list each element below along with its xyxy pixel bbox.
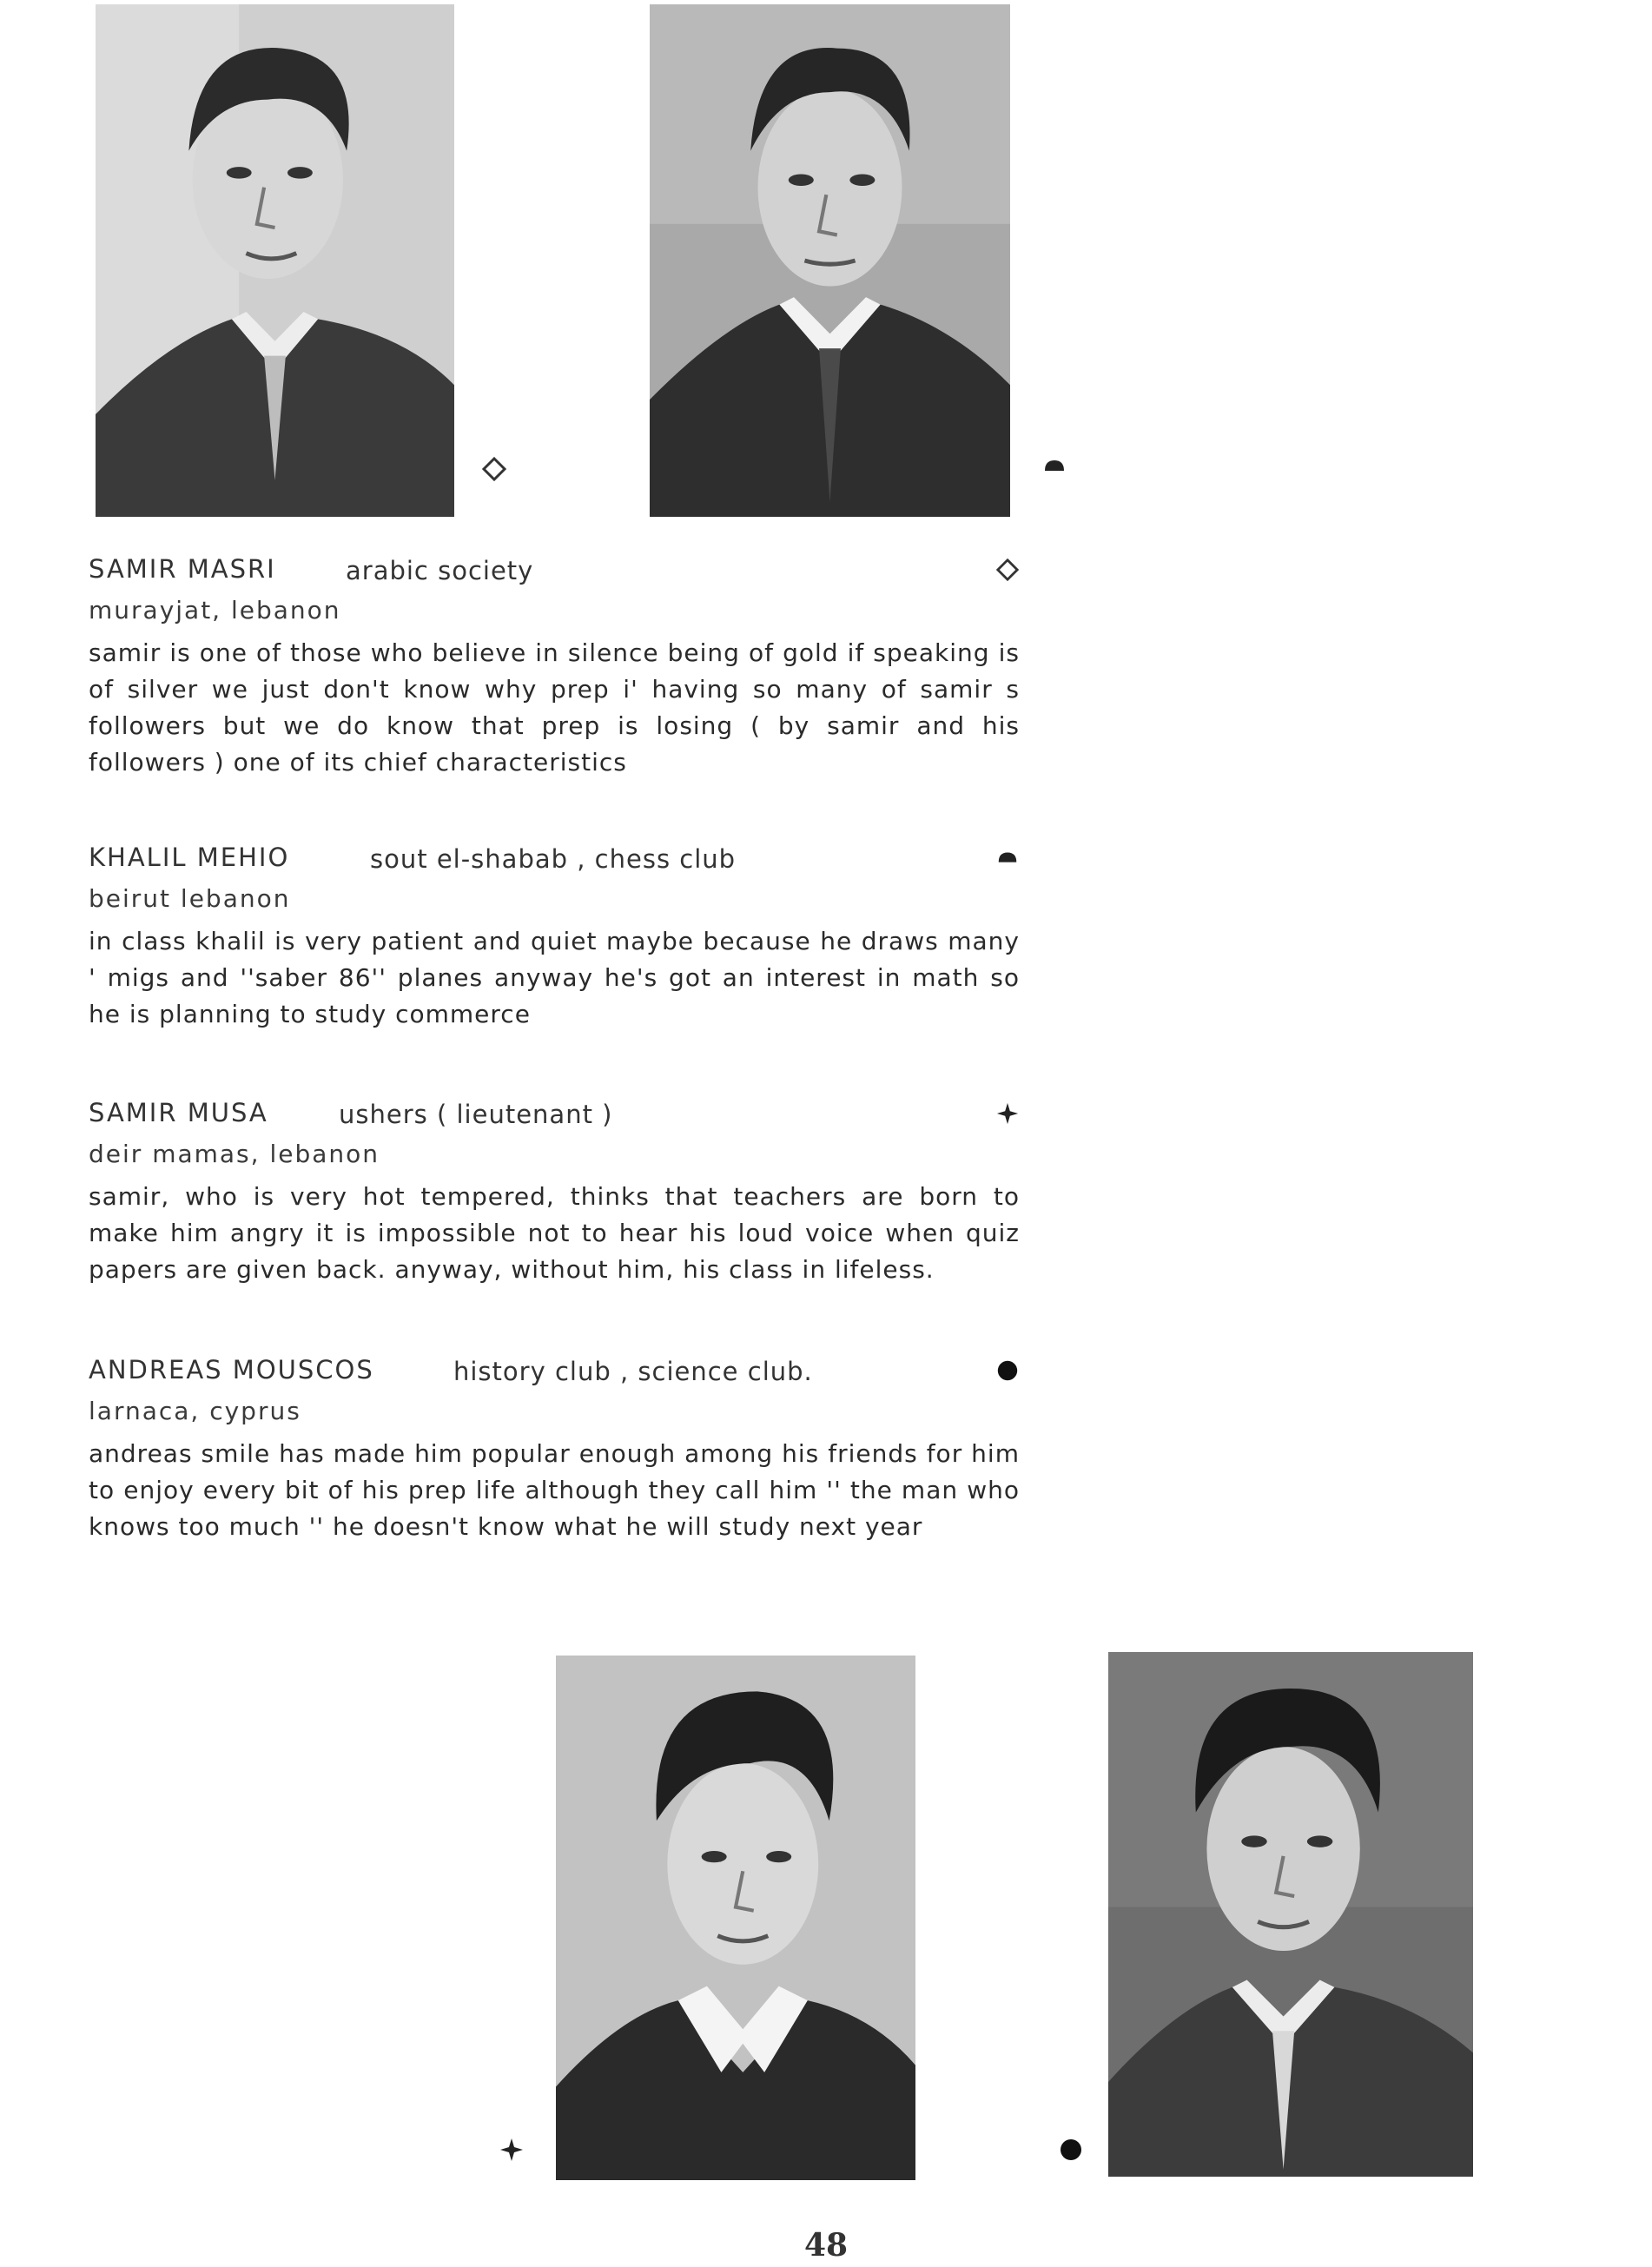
- entry-header: [89, 843, 1020, 881]
- filled-circle-icon: [995, 1358, 1020, 1383]
- portrait-photo-khalil-mehio: [650, 4, 1010, 517]
- student-name: SAMIR MUSA: [89, 1098, 268, 1127]
- student-clubs: sout el-shabab , chess club: [370, 844, 737, 874]
- student-bio: andreas smile has made him popular enough among his friends for him to enjoy every bit of his prep life although they call him '' the man who knows too much '' he doesn't know what he will study next year: [89, 1439, 1020, 1541]
- entry-header: [89, 1355, 1020, 1393]
- portrait-photo-samir-musa: [556, 1656, 915, 2180]
- photo-marker-diamond-icon: [481, 456, 507, 482]
- page-number: 48: [803, 2227, 849, 2264]
- student-entry: [89, 1355, 1020, 1545]
- portrait-photo-samir-masri: [96, 4, 454, 517]
- student-entry: [89, 554, 1020, 781]
- student-clubs: history club , science club.: [453, 1357, 813, 1386]
- entry-header: [89, 1098, 1020, 1136]
- student-name: SAMIR MASRI: [89, 554, 276, 584]
- photo-marker-circle-icon: [1058, 2137, 1084, 2163]
- student-hometown: beirut lebanon: [89, 884, 291, 913]
- entry-header: [89, 554, 1020, 592]
- student-hometown: larnaca, cyprus: [89, 1397, 301, 1425]
- portrait-photo-andreas-mouscos: [1108, 1652, 1473, 2177]
- student-bio: in class khalil is very patient and quiet maybe because he draws many ' migs and ''saber 86'' planes anyway he's got an interest in math so he is planning to study commerce: [89, 927, 1020, 1028]
- student-entry: [89, 843, 1020, 1033]
- student-clubs: ushers ( lieutenant ): [339, 1100, 613, 1129]
- student-name: ANDREAS MOUSCOS: [89, 1355, 374, 1385]
- diamond-outline-icon: [995, 558, 1020, 582]
- half-disc-icon: [995, 846, 1020, 870]
- student-bio: samir is one of those who believe in silence being of gold if speaking is of silver we just don't know why prep i' having so many of samir s followers but we do know that prep is losing ( by samir and his followers ) one of its chief characteristics: [89, 638, 1020, 777]
- student-name: KHALIL MEHIO: [89, 843, 290, 872]
- photo-marker-star-icon: [499, 2137, 525, 2163]
- student-bio: samir, who is very hot tempered, thinks that teachers are born to make him angry it is impossible not to hear his loud voice when quiz papers are given back. anyway, without him, his class in lifeless.: [89, 1182, 1020, 1284]
- student-clubs: arabic society: [346, 556, 534, 585]
- four-point-star-icon: [995, 1101, 1020, 1126]
- student-hometown: deir mamas, lebanon: [89, 1140, 380, 1168]
- student-entry: [89, 1098, 1020, 1288]
- photo-marker-half-disc-icon: [1041, 453, 1067, 479]
- student-hometown: murayjat, lebanon: [89, 596, 341, 625]
